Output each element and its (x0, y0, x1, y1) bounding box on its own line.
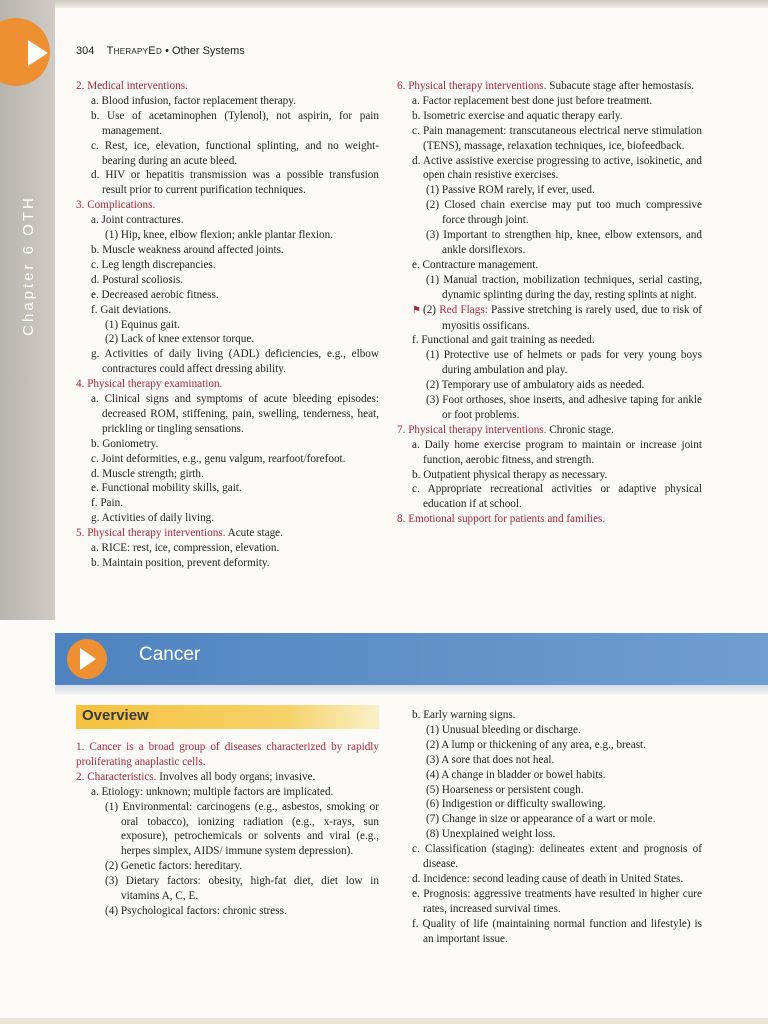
brand-name: TherapyEd (106, 45, 163, 57)
column-left-bottom (76, 740, 379, 919)
outline-item (76, 198, 379, 213)
outline-item (397, 79, 702, 94)
item-text: g. Activities of daily living. (91, 512, 215, 525)
banner-play-triangle-icon (80, 648, 96, 670)
outline-item (76, 288, 379, 303)
overview-heading: Overview (82, 707, 149, 724)
outline-item (76, 392, 379, 437)
item-text: Chronic stage. (546, 423, 614, 436)
red-flag-icon: ⚑ (412, 304, 421, 316)
column-left-top (76, 79, 379, 571)
item-text: (4) Psychological factors: chronic stress. (105, 904, 287, 917)
item-heading: 6. Physical therapy interventions. (397, 80, 547, 92)
item-text: (7) Change in size or appearance of a wart or mole. (426, 813, 656, 826)
item-text: Acute stage. (225, 527, 283, 540)
outline-item (76, 273, 379, 288)
outline-item (76, 467, 379, 482)
outline-item (397, 708, 702, 723)
item-text: d. Muscle strength; girth. (91, 467, 204, 480)
item-text: (4) A change in bladder or bowel habits. (426, 768, 606, 781)
chapter-label-wrap (14, 180, 42, 350)
outline-item (76, 213, 379, 228)
outline-item (397, 738, 702, 753)
item-text: Passive stretching is rarely used, due to risk of myositis ossificans. (442, 303, 703, 332)
outline-item (76, 228, 379, 243)
item-text: (3) A sore that does not heal. (426, 753, 555, 766)
outline-item (397, 273, 702, 303)
outline-item (76, 904, 379, 919)
item-text: b. Muscle weakness around affected joints. (91, 243, 284, 256)
item-text: (2) Lack of knee extensor torque. (105, 333, 255, 346)
cancer-section-banner (55, 633, 768, 685)
item-text: a. Clinical signs and symptoms of acute bleeding episodes: decreased ROM, stiffening, pain, swelling, tenderness, heat, prickling or tingling sensations. (91, 393, 379, 435)
item-text: b. Use of acetaminophen (Tylenol), not aspirin, for pain management. (91, 109, 379, 137)
item-text: d. Active assistive exercise progressing to active, isokinetic, and open chain resistive exercises. (412, 154, 702, 182)
item-text: (3) Important to strengthen hip, knee, elbow extensors, and ankle dorsiflexors. (426, 229, 702, 256)
item-text: (8) Unexplained weight loss. (426, 828, 556, 841)
outline-item (76, 481, 379, 496)
item-text: d. Incidence: second leading cause of death in United States. (412, 872, 684, 885)
item-text: 4. Physical therapy examination. (76, 378, 223, 391)
item-text: (2) A lump or thickening of any area, e.g., breast. (426, 738, 646, 751)
outline-item (397, 258, 702, 273)
column-right-top (397, 79, 702, 527)
chapter-side-tab (0, 0, 55, 620)
item-text: b. Outpatient physical therapy as necessary. (412, 468, 608, 481)
item-text: (5) Hoarseness or persistent cough. (426, 783, 584, 796)
outline-item (397, 109, 702, 124)
item-text: (3) Foot orthoses, shoe inserts, and adhesive taping for ankle or foot problems. (426, 394, 702, 421)
outline-item (397, 333, 702, 348)
item-text: a. Blood infusion, factor replacement therapy. (91, 94, 296, 107)
outline-item (397, 768, 702, 783)
item-text: e. Decreased aerobic fitness. (91, 288, 219, 301)
overview-heading-bar (76, 705, 379, 729)
header-separator: • (162, 45, 172, 57)
outline-item (397, 124, 702, 154)
outline-item (76, 318, 379, 333)
item-heading: 5. Physical therapy interventions. (76, 527, 226, 540)
outline-item (397, 827, 702, 842)
item-text: a. Etiology: unknown; multiple factors are implicated. (91, 785, 334, 798)
item-text: (1) Equinus gait. (105, 318, 180, 331)
item-text: g. Activities of daily living (ADL) deficiencies, e.g., elbow contractures could affect dressing ability. (91, 348, 379, 376)
outline-item (397, 812, 702, 827)
item-text: b. Early warning signs. (412, 709, 516, 721)
item-text: Subacute stage after hemostasis. (546, 80, 695, 92)
page-number: 304 (76, 45, 95, 57)
outline-item (397, 303, 702, 334)
outline-item (397, 482, 702, 512)
item-text: (1) Passive ROM rarely, if ever, used. (426, 184, 595, 197)
item-text: 2. Medical interventions. (76, 80, 188, 92)
outline-item (397, 228, 702, 258)
item-text: c. Joint deformities, e.g., genu valgum, rearfoot/forefoot. (91, 452, 346, 465)
outline-item (397, 917, 702, 947)
outline-item (397, 393, 702, 423)
item-text: Involves all body organs; invasive. (156, 770, 316, 783)
outline-item (76, 859, 379, 874)
item-text: e. Prognosis: aggressive treatments have resulted in higher cure rates, increased survival times. (412, 887, 702, 915)
outline-item (397, 512, 702, 527)
item-text: (2) Closed chain exercise may put too much compressive force through joint. (426, 199, 702, 227)
outline-item (76, 800, 379, 860)
item-heading: 7. Physical therapy interventions. (397, 423, 547, 436)
item-text: 1. Cancer is a broad group of diseases characterized by rapidly proliferating anaplastic cells. (76, 741, 379, 768)
page-top-edge (0, 0, 768, 8)
outline-item (76, 332, 379, 347)
outline-item (76, 109, 379, 139)
outline-item (397, 842, 702, 872)
item-text: (3) Dietary factors: obesity, high-fat diet, diet low in vitamins A, C, E. (105, 875, 379, 903)
outline-item (76, 541, 379, 556)
item-text: (1) Unusual bleeding or discharge. (426, 723, 581, 736)
outline-item (397, 783, 702, 798)
item-text: a. Joint contractures. (91, 214, 184, 227)
outline-item (76, 139, 379, 169)
outline-item (397, 723, 702, 738)
outline-item (76, 437, 379, 452)
item-text: f. Gait deviations. (91, 303, 172, 316)
outline-item (76, 94, 379, 109)
outline-item (76, 556, 379, 571)
outline-item (76, 785, 379, 800)
item-text: (6) Indigestion or difficulty swallowing. (426, 798, 606, 811)
item-text: d. HIV or hepatitis transmission was a possible transfusion result prior to current purification techniques. (91, 169, 379, 197)
item-text: (1) Hip, knee, elbow flexion; ankle plantar flexion. (105, 229, 334, 242)
outline-item (397, 154, 702, 184)
column-right-bottom (397, 708, 702, 947)
outline-item (397, 797, 702, 812)
outline-item (76, 377, 379, 392)
item-text: b. Isometric exercise and aquatic therapy early. (412, 109, 623, 122)
outline-item (397, 378, 702, 393)
item-text: 8. Emotional support for patients and families. (397, 513, 606, 526)
item-heading: Red Flags: (439, 303, 488, 316)
outline-item (76, 243, 379, 258)
play-triangle-icon (28, 40, 48, 66)
item-text: f. Pain. (91, 497, 124, 510)
outline-item (76, 511, 379, 526)
item-text: 3. Complications. (76, 199, 156, 212)
item-text: b. Goniometry. (91, 437, 159, 450)
page-bottom-edge (0, 1018, 768, 1024)
item-text: (2) Genetic factors: hereditary. (105, 860, 243, 873)
item-text: a. Factor replacement best done just before treatment. (412, 94, 653, 107)
item-text: e. Contracture management. (412, 258, 539, 271)
section-title: Cancer (139, 644, 201, 665)
banner-shadow (55, 685, 768, 695)
item-text: (1) Environmental: carcinogens (e.g., asbestos, smoking or oral tobacco), ionizing radiation (e.g., x-rays, sun exposure), petrochemicals or solvents and viral (e.g., herpes simplex, AIDS/ immune system depression). (105, 800, 379, 858)
outline-item (76, 874, 379, 904)
outline-item (76, 168, 379, 198)
outline-item (397, 183, 702, 198)
outline-item (76, 496, 379, 511)
item-text: b. Maintain position, prevent deformity. (91, 557, 270, 569)
item-heading: 2. Characteristics. (76, 770, 157, 783)
item-text: d. Postural scoliosis. (91, 273, 183, 286)
outline-item (76, 347, 379, 377)
item-text: f. Functional and gait training as needed. (412, 334, 595, 347)
item-text: c. Leg length discrepancies. (91, 258, 216, 271)
item-text: c. Pain management: transcutaneous electrical nerve stimulation (TENS), massage, relaxation techniques, ice, biofeedback. (412, 124, 702, 152)
item-text: (1) Manual traction, mobilization techniques, serial casting, dynamic splinting during the day, resting splints at night. (426, 273, 702, 301)
item-text: (2) Temporary use of ambulatory aids as needed. (426, 379, 645, 392)
item-text: e. Functional mobility skills, gait. (91, 482, 242, 495)
outline-item (397, 753, 702, 768)
outline-item (397, 438, 702, 468)
outline-item (76, 303, 379, 318)
outline-item (76, 526, 379, 541)
outline-item (397, 423, 702, 438)
outline-item (76, 452, 379, 467)
outline-item (76, 740, 379, 770)
outline-item (397, 887, 702, 917)
chapter-label: Chapter 6 OTH (19, 194, 37, 336)
outline-item (397, 94, 702, 109)
running-header (76, 45, 245, 57)
outline-item (76, 770, 379, 785)
outline-item (76, 258, 379, 273)
item-text: c. Rest, ice, elevation, functional splinting, and no weight-bearing during an acute bleed. (91, 139, 379, 167)
item-text: c. Classification (staging): delineates extent and prognosis of disease. (412, 843, 702, 871)
item-text: f. Quality of life (maintaining normal function and lifestyle) is an important issue. (412, 917, 702, 945)
section-name: Other Systems (172, 45, 245, 57)
item-text: c. Appropriate recreational activities or adaptive physical education if at school. (412, 483, 702, 511)
item-text: a. Daily home exercise program to maintain or increase joint function, aerobic fitness, and strength. (412, 438, 702, 466)
item-prefix: (2) (422, 303, 440, 316)
outline-item (397, 348, 702, 378)
outline-item (397, 872, 702, 887)
outline-item (76, 79, 379, 94)
item-text: a. RICE: rest, ice, compression, elevation. (91, 542, 280, 555)
outline-item (397, 468, 702, 483)
outline-item (397, 198, 702, 228)
item-text: (1) Protective use of helmets or pads for very young boys during ambulation and play. (426, 349, 702, 377)
